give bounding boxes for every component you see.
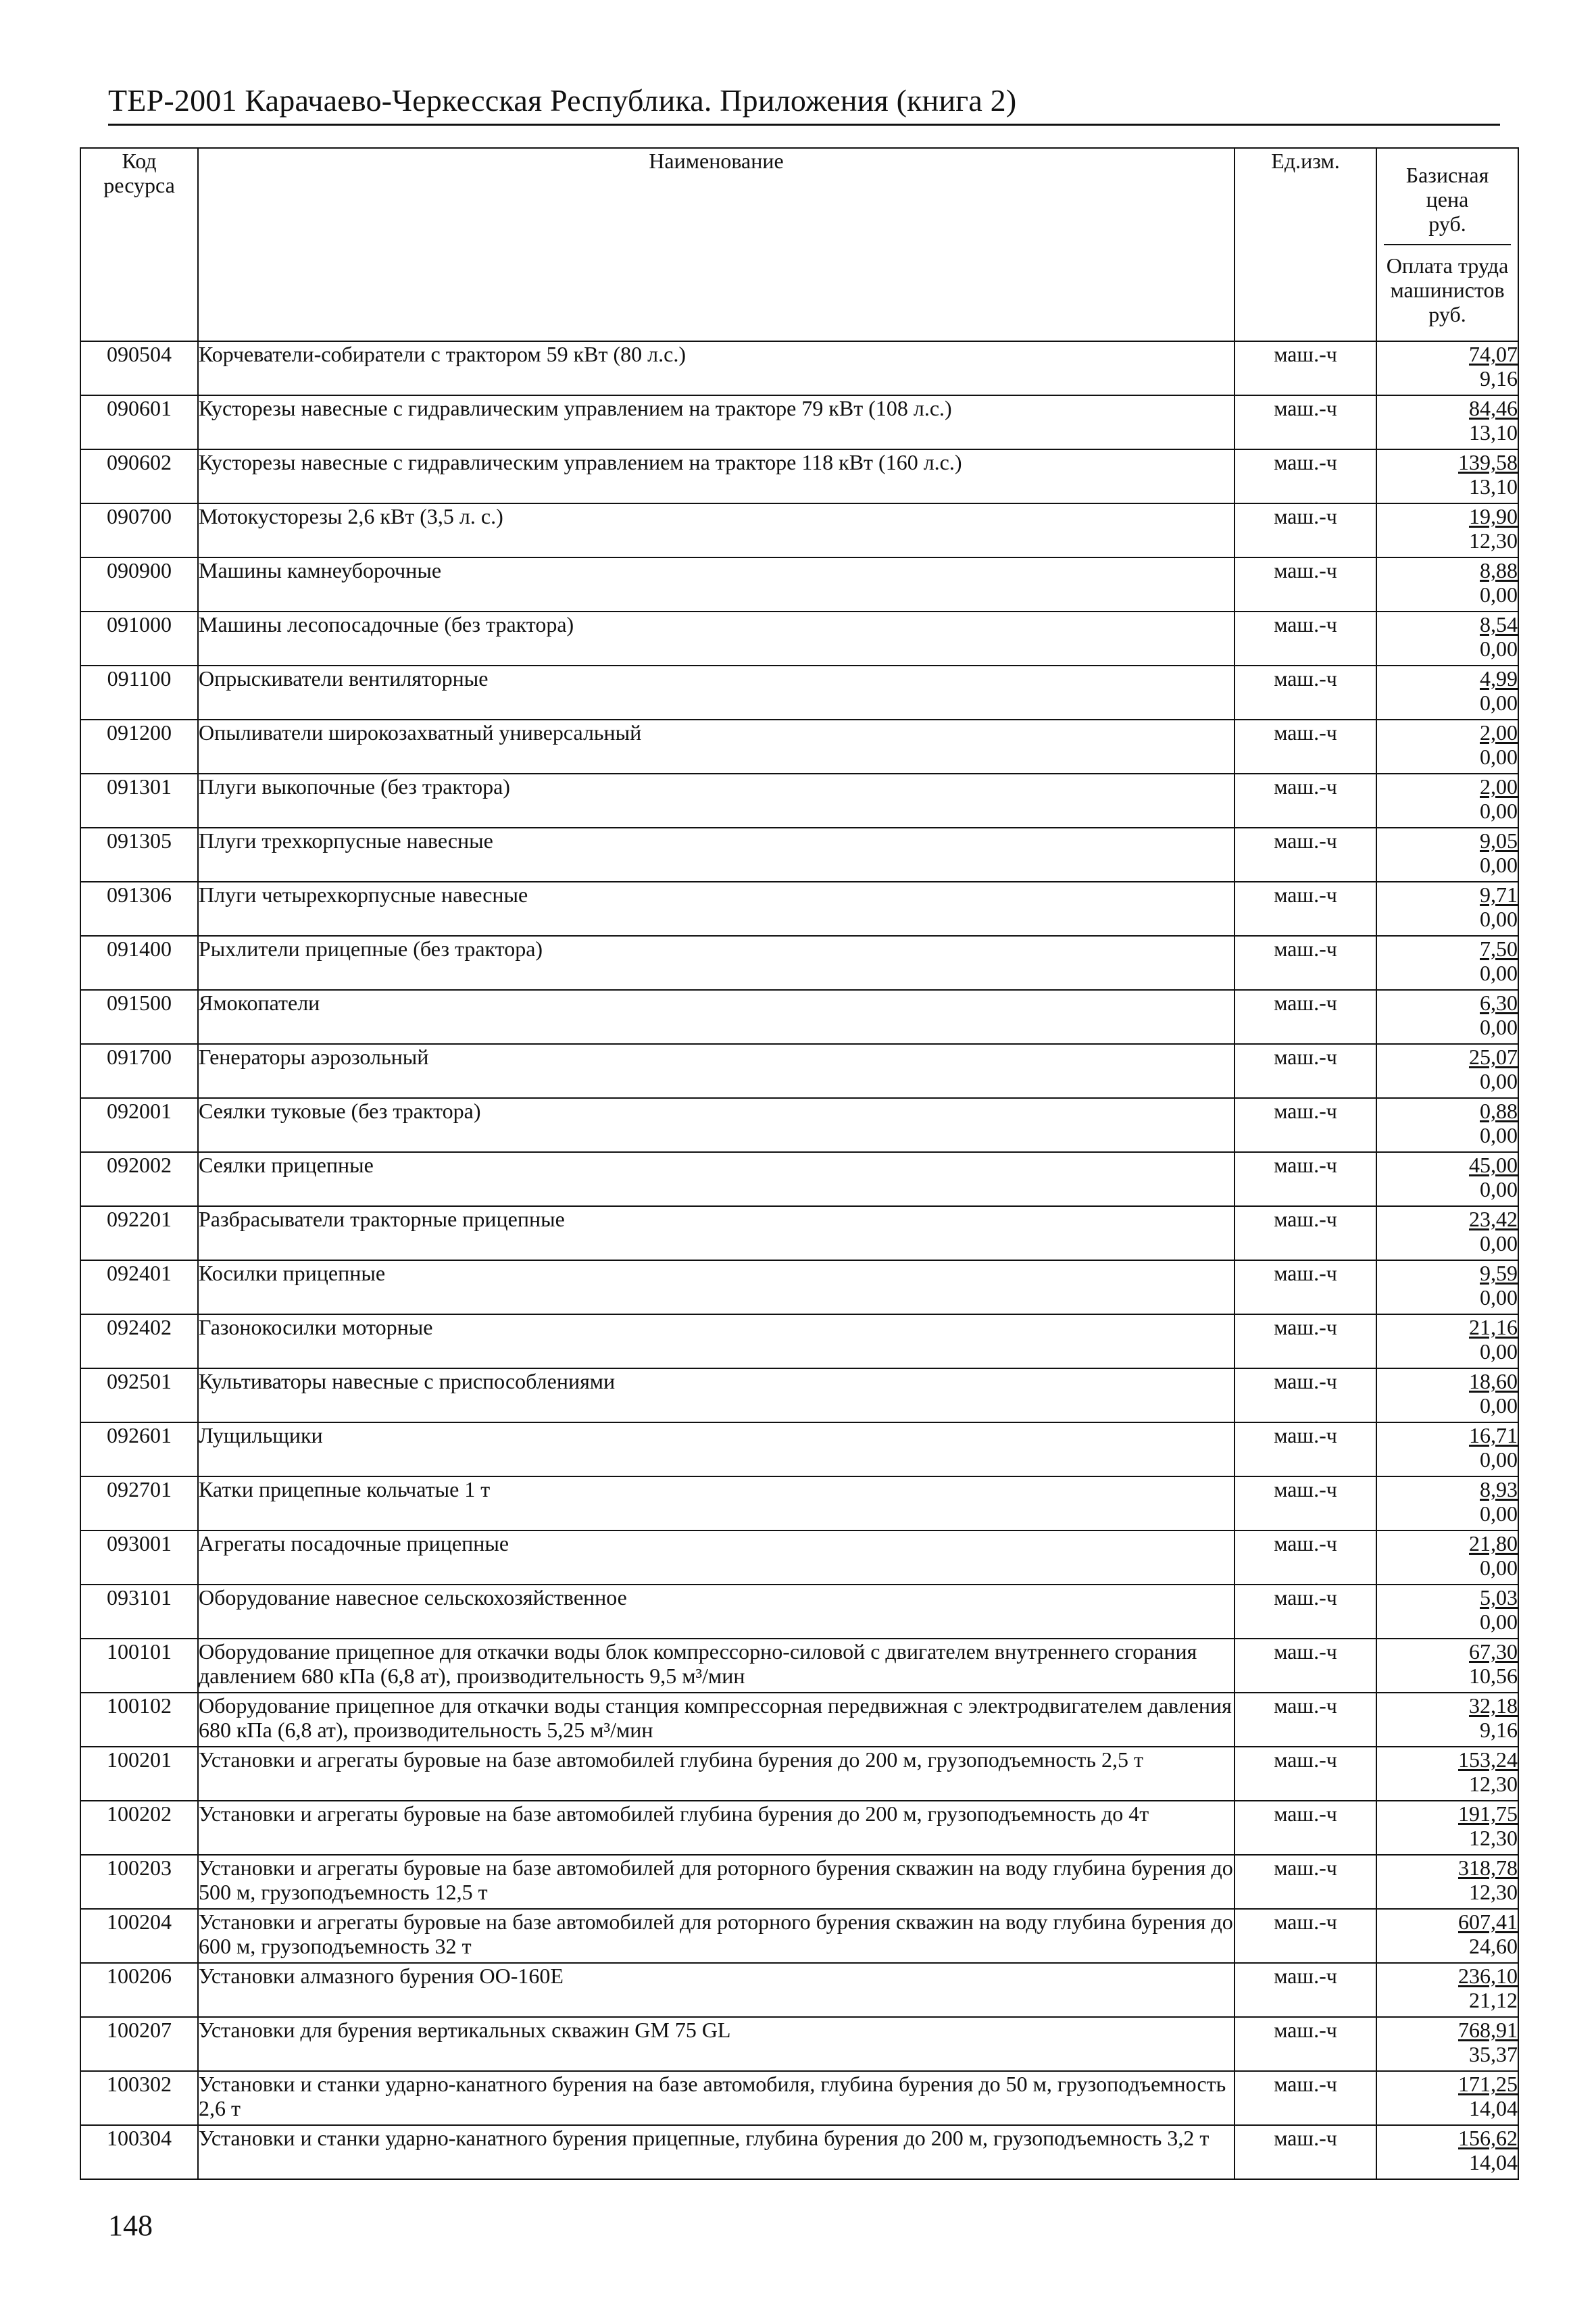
base-price: 2,00 [1480,720,1518,745]
resource-name: Плуги выкопочные (без трактора) [198,774,1235,828]
price-cell [1376,1152,1518,1206]
table-row [80,557,1518,612]
base-price: 25,07 [1469,1045,1518,1069]
unit-of-measure: маш.-ч [1235,1963,1376,2017]
operator-wage: 0,00 [1480,637,1518,661]
price-cell [1376,395,1518,449]
base-price: 191,75 [1458,1801,1518,1826]
price-cell [1376,1530,1518,1585]
unit-of-measure: маш.-ч [1235,666,1376,720]
resource-name: Сеялки прицепные [198,1152,1235,1206]
operator-wage: 0,00 [1480,1231,1518,1255]
price-cell [1376,1206,1518,1260]
resource-code: 100202 [80,1801,198,1855]
operator-wage: 12,30 [1469,1772,1518,1796]
unit-of-measure: маш.-ч [1235,2071,1376,2125]
base-price: 32,18 [1469,1693,1518,1718]
resource-code: 092002 [80,1152,198,1206]
base-price: 74,07 [1469,342,1518,366]
operator-wage: 14,04 [1469,2150,1518,2174]
base-price: 153,24 [1458,1747,1518,1772]
unit-of-measure: маш.-ч [1235,882,1376,936]
table-row [80,936,1518,990]
base-price: 45,00 [1469,1153,1518,1177]
price-cell [1376,1422,1518,1476]
table-row [80,1909,1518,1963]
resource-name: Оборудование прицепное для откачки воды блок компрессорно-силовой с двигателем внутреннего сгорания давлением 680 кПа (6,8 ат), производительность 9,5 м³/мин [198,1639,1235,1693]
operator-wage: 0,00 [1480,1501,1518,1526]
operator-wage: 10,56 [1469,1664,1518,1688]
unit-of-measure: маш.-ч [1235,1476,1376,1530]
resource-code: 100201 [80,1747,198,1801]
resource-name: Косилки прицепные [198,1260,1235,1314]
unit-of-measure: маш.-ч [1235,1909,1376,1963]
resource-name: Установки и станки ударно-канатного бурения на базе автомобиля, глубина бурения до 50 м, грузоподъемность 2,6 т [198,2071,1235,2125]
base-price: 23,42 [1469,1207,1518,1231]
table-row [80,2071,1518,2125]
resource-name: Плуги четырехкорпусные навесные [198,882,1235,936]
unit-of-measure: маш.-ч [1235,1747,1376,1801]
base-price: 156,62 [1458,2126,1518,2150]
price-cell [1376,882,1518,936]
resource-code: 100102 [80,1693,198,1747]
resource-code: 100302 [80,2071,198,2125]
resource-code: 092701 [80,1476,198,1530]
price-cell [1376,1585,1518,1639]
column-header-price [1376,148,1518,341]
base-price: 139,58 [1458,450,1518,474]
table-row [80,1963,1518,2017]
page-header [108,82,1500,126]
price-cell [1376,1260,1518,1314]
resource-name: Опыливатели широкозахватный универсальный [198,720,1235,774]
base-price: 171,25 [1458,2072,1518,2096]
base-price: 0,88 [1480,1099,1518,1123]
operator-wage: 0,00 [1480,1069,1518,1093]
unit-of-measure: маш.-ч [1235,2125,1376,2179]
price-cell [1376,2125,1518,2179]
unit-of-measure: маш.-ч [1235,2017,1376,2071]
table-row [80,1476,1518,1530]
resource-code: 100304 [80,2125,198,2179]
base-price: 21,16 [1469,1315,1518,1339]
resource-name: Корчеватели-собиратели с трактором 59 кВт (80 л.с.) [198,341,1235,395]
price-cell [1376,1909,1518,1963]
price-cell [1376,1476,1518,1530]
resource-name: Машины камнеуборочные [198,557,1235,612]
table-row [80,1206,1518,1260]
unit-of-measure: маш.-ч [1235,720,1376,774]
base-price: 8,93 [1480,1477,1518,1501]
resource-name: Установки для бурения вертикальных скважин GM 75 GL [198,2017,1235,2071]
base-price: 16,71 [1469,1423,1518,1447]
base-price: 236,10 [1458,1964,1518,1988]
price-cell [1376,1044,1518,1098]
table-row [80,774,1518,828]
resource-code: 090900 [80,557,198,612]
operator-wage: 35,37 [1469,2042,1518,2066]
operator-wage: 0,00 [1480,1123,1518,1147]
operator-wage: 0,00 [1480,1447,1518,1472]
price-cell [1376,557,1518,612]
base-price: 768,91 [1458,2018,1518,2042]
operator-wage: 12,30 [1469,1880,1518,1904]
unit-of-measure: маш.-ч [1235,936,1376,990]
table-row [80,828,1518,882]
unit-of-measure: маш.-ч [1235,449,1376,503]
table-row [80,2017,1518,2071]
unit-of-measure: маш.-ч [1235,1639,1376,1693]
unit-of-measure: маш.-ч [1235,1422,1376,1476]
price-cell [1376,1639,1518,1693]
table-row [80,1855,1518,1909]
operator-wage: 0,00 [1480,907,1518,931]
resource-name: Машины лесопосадочные (без трактора) [198,612,1235,666]
base-price: 318,78 [1458,1856,1518,1880]
table-row [80,882,1518,936]
base-price: 8,54 [1480,612,1518,637]
price-cell [1376,1855,1518,1909]
unit-of-measure: маш.-ч [1235,1314,1376,1368]
operator-wage: 0,00 [1480,691,1518,715]
unit-of-measure: маш.-ч [1235,1530,1376,1585]
resource-code: 091100 [80,666,198,720]
unit-of-measure: маш.-ч [1235,557,1376,612]
resource-code: 092601 [80,1422,198,1476]
price-cell [1376,2017,1518,2071]
resource-code: 090504 [80,341,198,395]
base-price: 9,05 [1480,828,1518,853]
unit-of-measure: маш.-ч [1235,612,1376,666]
resource-name: Лущильщики [198,1422,1235,1476]
table-row [80,341,1518,395]
table-row [80,1044,1518,1098]
document-title: ТЕР-2001 Карачаево-Черкесская Республика. Приложения (книга 2) [108,83,1017,118]
operator-wage: 12,30 [1469,528,1518,553]
price-cell [1376,1693,1518,1747]
base-price: 9,71 [1480,882,1518,907]
operator-wage: 21,12 [1469,1988,1518,2012]
unit-of-measure: маш.-ч [1235,395,1376,449]
base-price: 6,30 [1480,991,1518,1015]
resource-name: Кусторезы навесные с гидравлическим управлением на тракторе 79 кВт (108 л.с.) [198,395,1235,449]
unit-of-measure: маш.-ч [1235,341,1376,395]
price-cell [1376,503,1518,557]
resource-code: 091700 [80,1044,198,1098]
resource-name: Рыхлители прицепные (без трактора) [198,936,1235,990]
resource-name: Культиваторы навесные с приспособлениями [198,1368,1235,1422]
price-cell [1376,1801,1518,1855]
operator-wage: 0,00 [1480,1393,1518,1418]
price-cell [1376,2071,1518,2125]
base-price: 8,88 [1480,558,1518,582]
unit-of-measure: маш.-ч [1235,1206,1376,1260]
unit-of-measure: маш.-ч [1235,1368,1376,1422]
table-row [80,1098,1518,1152]
resource-name: Установки и агрегаты буровые на базе автомобилей глубина бурения до 200 м, грузоподъемность до 4т [198,1801,1235,1855]
table-row [80,1260,1518,1314]
resource-name: Опрыскиватели вентиляторные [198,666,1235,720]
operator-wage: 0,00 [1480,582,1518,607]
resource-code: 091301 [80,774,198,828]
unit-of-measure: маш.-ч [1235,774,1376,828]
operator-wage: 0,00 [1480,853,1518,877]
operator-wage: 0,00 [1480,799,1518,823]
table-body [80,341,1518,2179]
operator-wage: 0,00 [1480,1610,1518,1634]
resource-name: Генераторы аэрозольный [198,1044,1235,1098]
price-cell [1376,828,1518,882]
table-row [80,1530,1518,1585]
resource-code: 093001 [80,1530,198,1585]
resource-code: 091305 [80,828,198,882]
unit-of-measure: маш.-ч [1235,1152,1376,1206]
price-cell [1376,449,1518,503]
table-row [80,720,1518,774]
price-cell [1376,1098,1518,1152]
page-number: 148 [108,2209,153,2242]
price-cell [1376,612,1518,666]
resource-code: 090601 [80,395,198,449]
column-header-base-price: Базисная цена руб. [1384,149,1511,245]
resource-name: Установки и агрегаты буровые на базе автомобилей глубина бурения до 200 м, грузоподъемность 2,5 т [198,1747,1235,1801]
price-cell [1376,1747,1518,1801]
resource-name: Агрегаты посадочные прицепные [198,1530,1235,1585]
price-cell [1376,720,1518,774]
resource-name: Кусторезы навесные с гидравлическим управлением на тракторе 118 кВт (160 л.с.) [198,449,1235,503]
table-row [80,1152,1518,1206]
base-price: 607,41 [1458,1910,1518,1934]
resource-name: Установки алмазного бурения ОО-160Е [198,1963,1235,2017]
table-row [80,1422,1518,1476]
table-row [80,1693,1518,1747]
price-cell [1376,990,1518,1044]
resource-code: 100203 [80,1855,198,1909]
resource-code: 092402 [80,1314,198,1368]
unit-of-measure: маш.-ч [1235,503,1376,557]
column-header-unit: Ед.изм. [1235,148,1376,341]
resource-price-table [80,147,1519,2180]
resource-code: 093101 [80,1585,198,1639]
table-row [80,1585,1518,1639]
resource-name: Оборудование навесное сельскохозяйственное [198,1585,1235,1639]
price-cell [1376,1314,1518,1368]
operator-wage: 0,00 [1480,961,1518,985]
operator-wage: 9,16 [1480,366,1518,391]
resource-code: 091306 [80,882,198,936]
operator-wage: 0,00 [1480,1339,1518,1364]
unit-of-measure: маш.-ч [1235,828,1376,882]
base-price: 18,60 [1469,1369,1518,1393]
operator-wage: 9,16 [1480,1718,1518,1742]
table-row [80,449,1518,503]
operator-wage: 13,10 [1469,420,1518,445]
operator-wage: 12,30 [1469,1826,1518,1850]
resource-name: Ямокопатели [198,990,1235,1044]
operator-wage: 0,00 [1480,1555,1518,1580]
unit-of-measure: маш.-ч [1235,1693,1376,1747]
resource-code: 090700 [80,503,198,557]
price-cell [1376,1368,1518,1422]
resource-code: 092201 [80,1206,198,1260]
resource-code: 092501 [80,1368,198,1422]
unit-of-measure: маш.-ч [1235,1855,1376,1909]
price-cell [1376,936,1518,990]
base-price: 5,03 [1480,1585,1518,1610]
price-cell [1376,1963,1518,2017]
resource-name: Оборудование прицепное для откачки воды станция компрессорная передвижная с электродвигателем давления 680 кПа (6,8 ат), производительность 5,25 м³/мин [198,1693,1235,1747]
operator-wage: 0,00 [1480,745,1518,769]
resource-name: Плуги трехкорпусные навесные [198,828,1235,882]
resource-code: 100101 [80,1639,198,1693]
price-cell [1376,341,1518,395]
resource-code: 092401 [80,1260,198,1314]
base-price: 2,00 [1480,774,1518,799]
operator-wage: 14,04 [1469,2096,1518,2120]
table-row [80,395,1518,449]
price-cell [1376,774,1518,828]
resource-code: 091200 [80,720,198,774]
unit-of-measure: маш.-ч [1235,1585,1376,1639]
table-row [80,1368,1518,1422]
base-price: 19,90 [1469,504,1518,528]
price-cell [1376,666,1518,720]
unit-of-measure: маш.-ч [1235,1260,1376,1314]
resource-code: 100204 [80,1909,198,1963]
resource-code: 100207 [80,2017,198,2071]
resource-name: Разбрасыватели тракторные прицепные [198,1206,1235,1260]
operator-wage: 13,10 [1469,474,1518,499]
resource-name: Газонокосилки моторные [198,1314,1235,1368]
resource-code: 100206 [80,1963,198,2017]
resource-code: 091000 [80,612,198,666]
base-price: 84,46 [1469,396,1518,420]
unit-of-measure: маш.-ч [1235,990,1376,1044]
base-price: 7,50 [1480,937,1518,961]
table-row [80,2125,1518,2179]
unit-of-measure: маш.-ч [1235,1801,1376,1855]
base-price: 9,59 [1480,1261,1518,1285]
unit-of-measure: маш.-ч [1235,1044,1376,1098]
resource-name: Установки и агрегаты буровые на базе автомобилей для роторного бурения скважин на воду глубина бурения до 600 м, грузоподъемность 32 т [198,1909,1235,1963]
resource-code: 091500 [80,990,198,1044]
unit-of-measure: маш.-ч [1235,1098,1376,1152]
base-price: 21,80 [1469,1531,1518,1555]
column-header-labor-price: Оплата труда машинистов руб. [1386,253,1509,326]
table-row [80,990,1518,1044]
resource-name: Катки прицепные кольчатые 1 т [198,1476,1235,1530]
table-row [80,1314,1518,1368]
operator-wage: 0,00 [1480,1015,1518,1039]
resource-name: Установки и агрегаты буровые на базе автомобилей для роторного бурения скважин на воду глубина бурения до 500 м, грузоподъемность 12,5 т [198,1855,1235,1909]
resource-name: Мотокусторезы 2,6 кВт (3,5 л. с.) [198,503,1235,557]
column-header-code: Код ресурса [80,148,198,341]
table-row [80,612,1518,666]
resource-code: 090602 [80,449,198,503]
base-price: 4,99 [1480,666,1518,691]
column-header-name: Наименование [198,148,1235,341]
table-row [80,1639,1518,1693]
operator-wage: 24,60 [1469,1934,1518,1958]
table-row [80,1801,1518,1855]
resource-name: Установки и станки ударно-канатного бурения прицепные, глубина бурения до 200 м, грузоподъемность 3,2 т [198,2125,1235,2179]
operator-wage: 0,00 [1480,1285,1518,1310]
resource-name: Сеялки туковые (без трактора) [198,1098,1235,1152]
resource-code: 091400 [80,936,198,990]
operator-wage: 0,00 [1480,1177,1518,1201]
table-row [80,503,1518,557]
table-row [80,666,1518,720]
table-header-row [80,148,1518,341]
resource-code: 092001 [80,1098,198,1152]
base-price: 67,30 [1469,1639,1518,1664]
table-row [80,1747,1518,1801]
